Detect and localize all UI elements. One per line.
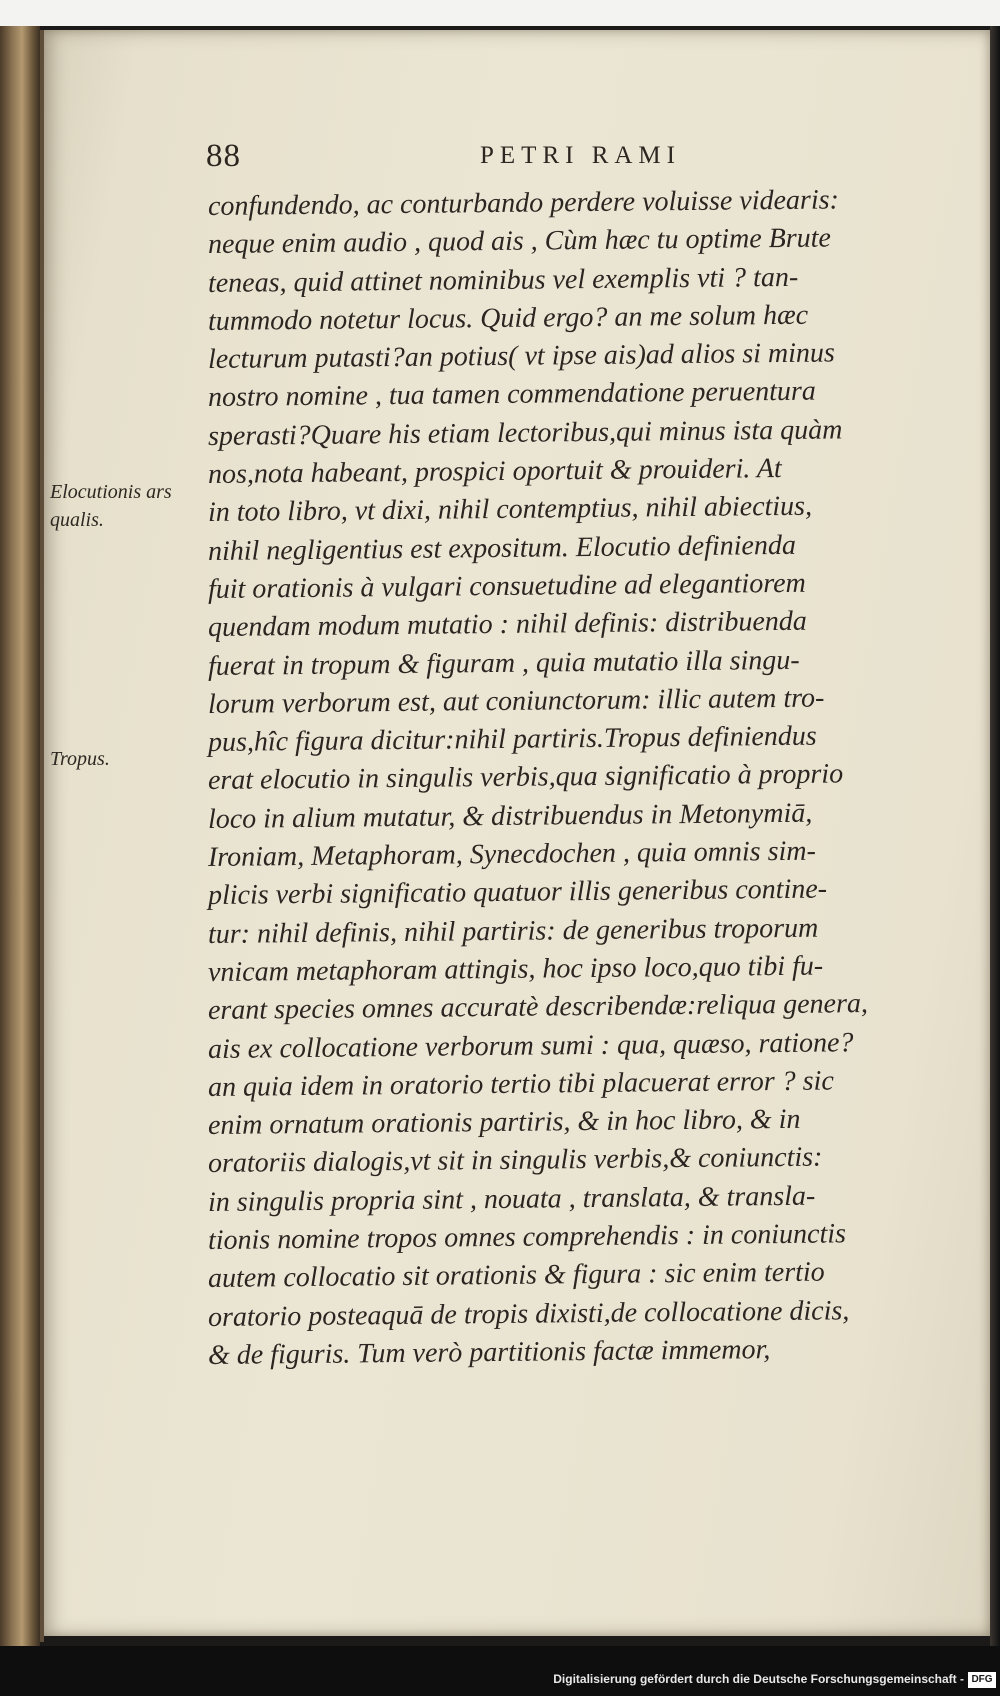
text-line: an quia idem in oratorio tertio tibi placuerat error ? sic <box>207 1065 834 1103</box>
margin-note-elocutio <box>50 478 220 534</box>
text-line: quendam modum mutatio : nihil definis: distribuenda <box>207 605 807 644</box>
dfg-logo-icon: DFG <box>968 1672 996 1688</box>
text-line: pus,hîc figura dicitur:nihil partiris.Tropus definiendus <box>207 720 817 759</box>
text-line: tionis nomine tropos omnes comprehendis : in coniunctis <box>207 1218 847 1257</box>
digitization-credit: Digitalisierung gefördert durch die Deutsche Forschungsgemeinschaft - <box>553 1672 964 1686</box>
text-line: autem collocatio sit orationis & figura : sic enim tertio <box>207 1256 825 1295</box>
text-line: in singulis propria sint , nouata , translata, & transla- <box>207 1180 816 1218</box>
text-line: Ironiam, Metaphoram, Synecdochen , quia omnis sim- <box>207 835 816 874</box>
scan-top-border <box>0 0 1000 26</box>
text-line: enim ornatum orationis partiris, & in hoc libro, & in <box>207 1103 801 1142</box>
margin-note-line: Elocutionis ars <box>50 481 172 503</box>
text-line: nostro nomine , tua tamen commendatione peruentura <box>207 376 817 414</box>
text-line: fuit orationis à vulgari consuetudine ad elegantiorem <box>207 567 806 605</box>
text-line: oratoriis dialogis,vt sit in singulis verbis,& coniunctis: <box>207 1141 823 1180</box>
text-line: erant species omnes accuratè describendæ:reliqua genera, <box>207 988 869 1027</box>
text-line: neque enim audio , quod ais , Cùm hæc tu optime Brute <box>207 222 832 261</box>
text-line: plicis verbi significatio quatuor illis generibus contine- <box>207 873 828 912</box>
text-line: ais ex collocatione verborum sumi : qua, quæso, ratione? <box>207 1026 854 1065</box>
text-line: fuerat in tropum & figuram , quia mutatio illa singu- <box>207 644 800 682</box>
text-line: lorum verborum est, aut coniunctorum: illic autem tro- <box>207 682 825 720</box>
text-line: tummodo notetur locus. Quid ergo? an me solum hæc <box>207 299 809 337</box>
text-line: in toto libro, vt dixi, nihil contemptius, nihil abiectius, <box>207 491 813 529</box>
text-line: vnicam metaphoram attingis, hoc ipso loco,quo tibi fu- <box>207 950 824 988</box>
running-head: PETRI RAMI <box>480 142 681 169</box>
margin-note-tropus <box>50 745 200 773</box>
text-line: oratorio posteaquā de tropis dixisti,de collocatione dicis, <box>207 1294 850 1333</box>
text-line: erat elocutio in singulis verbis,qua significatio à proprio <box>207 758 844 797</box>
text-line: sperasti?Quare his etiam lectoribus,qui minus ista quàm <box>207 414 843 452</box>
text-line: & de figuris. Tum verò partitionis factæ immemor, <box>207 1334 771 1371</box>
text-line: loco in alium mutatur, & distribuendus in Metonymiā, <box>207 797 813 835</box>
body-text <box>207 184 948 1375</box>
margin-note-line: qualis. <box>50 509 104 531</box>
book-edge <box>0 26 40 1646</box>
text-line: confundendo, ac conturbando perdere voluisse videaris: <box>207 184 840 222</box>
text-line: nihil negligentius est expositum. Elocutio definienda <box>207 529 797 567</box>
text-line: tur: nihil definis, nihil partiris: de generibus troporum <box>207 912 819 950</box>
page-right-edge <box>990 26 1000 1646</box>
page-number: 88 <box>206 138 241 174</box>
text-line: nos,nota habeant, prospici oportuit & prouideri. At <box>207 453 782 491</box>
text-line: teneas, quid attinet nominibus vel exemplis vti ? tan- <box>207 261 799 299</box>
scan-bottom-band <box>0 1646 1000 1696</box>
margin-note-line: Tropus. <box>50 748 110 770</box>
text-line: lecturum putasti?an potius( vt ipse ais)ad alios si minus <box>207 337 836 376</box>
